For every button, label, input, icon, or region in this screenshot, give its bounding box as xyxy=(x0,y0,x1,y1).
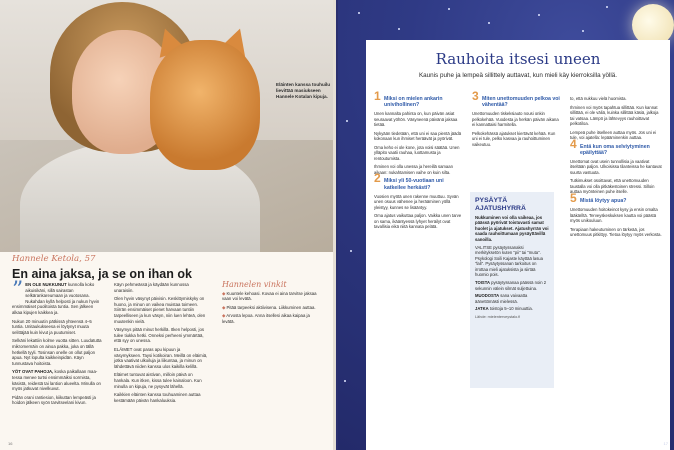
portrait-photo xyxy=(0,0,336,252)
paragraph: Unettomuuden hoitokeinot kysy ja ensin omalta lääkäriltä. Terveyskeskuksen kautta voi päästä myös unikouluun. xyxy=(570,207,658,224)
paragraph: Nukun 20 minuutin pätkissä yhteensä 4–5 tuntia. Unitaukukseesa ei löytynyt muuta selittäjää kuin kivut ja puutumiset. xyxy=(12,318,92,335)
question-5 xyxy=(570,190,662,205)
paragraph: Pelkokehässä ajatukset kiertävät kehää. Kun uni ei tule, pelko kasvaa ja rauhoittuminen vaikeutuu. xyxy=(472,130,556,147)
paragraph: Ihminen voi myös tapahtua sillittää. Kun kannat sillittää, ei ole väliä, kuinka sillittää käsiä, jalkoja tai vatsaa. Lämpö ja lähtevyys rauhoittavat pelkotiloa. xyxy=(570,104,659,126)
paragraph: Vuosien myötä unen rakenne muuttuu. Syvän unen osuus vähenee ja herääminen yöllä yleistyy, kunnes se lisääntyy. xyxy=(374,193,459,210)
star-icon xyxy=(448,8,450,10)
paragraph: Väsymys pitää minut herkillä. Itken helposti, jos tulee tiukka hetki. Onneksi perheeni ymmärtää, että syy on unessa. xyxy=(114,327,205,344)
box-step: JATKA toistoja 5–10 minuuttia. xyxy=(475,306,533,312)
paragraph: YÖT OVAT PAHOJA, koska paikallaan maa- tessa menee turtsi ensimmäiksi sormista, käsistä, reidestä tai lantion alueelta. Minulla on myös jatkuvat nivelkuvut. xyxy=(12,369,101,392)
question-1 xyxy=(374,89,462,109)
paragraph: Selkäni lekattiin kolme vuotta sitten. Luudatutta mikromernäin on ainoa pakka, joka on tällä hetkellä tyyli. Tosinsan onelle on ollut paljon apua. Nyt lopulta kaikkeinpidän. Käyn tunnustava hoitoista. xyxy=(12,338,102,366)
star-icon xyxy=(358,12,360,14)
box-source: Lähde: mielenterveystalo.fi xyxy=(475,314,521,319)
paragraph: Kaikkien eläinten kanssa touhuaminen auttaa kestämään päivän hankaluuksia. xyxy=(114,392,201,403)
question-2 xyxy=(374,171,462,191)
star-icon xyxy=(582,30,584,32)
right-column-1 xyxy=(374,89,462,233)
question-number: 1 xyxy=(374,89,381,103)
star-icon xyxy=(350,250,352,252)
bullet-icon: ◆ xyxy=(222,290,227,296)
box-intro: Nukkuminen voi olla vaikeaa, jos päässä pyörivät toistuvasti samat huolet ja ajatukset. Ajatushyrrän voi saada rauhoittumaan pysäyttävillä sanoilla. xyxy=(475,215,549,242)
question-text: Miksi on mielen ankarin univihollinen? xyxy=(384,96,443,109)
paragraph: Lempeä puhe itselleen auttaa myös. Jos uni ei tule, voi ajatella: lepääminenkin auttaa. xyxy=(570,129,657,140)
question-3 xyxy=(472,89,560,109)
paragraph: Olen hyvin väsynyt päivisin. Keskittymiskyky on huono, ja minun on vaikea muistaa toimeen. Siirrän ensimmäiset pienet harvaan tuntiin tarpeelliseen ja kun väsyn, niin luen lehteä, olen muutenkin vielä. xyxy=(114,296,206,324)
box-step: MUODOSTA sana vaivaatta äänettömästi mielessä. xyxy=(475,293,528,304)
right-page xyxy=(338,0,674,450)
photo-cat xyxy=(150,40,260,170)
paragraph: Oma keho ei ole kone, jota voisi säätää. Unen ylläpito vaatii rauhaa, luottamusta ja rentoutumista. xyxy=(374,144,460,161)
right-column-3 xyxy=(570,96,662,241)
paragraph: Unen kannalta pahinta on, kun päivän asiat seuraavat yöhön. Väsyneenä päivänä jaksaa tietää. xyxy=(374,111,458,128)
left-heading: En aina jaksa, ja se on ihan ok xyxy=(12,267,192,281)
page-number: 17 xyxy=(663,441,668,446)
question-number: 2 xyxy=(374,171,381,186)
tip-item: ◆ Pitää tarpeeksi aktiivisena. Liikkuminen auttaa. xyxy=(222,304,316,310)
article-panel xyxy=(366,40,670,450)
star-icon xyxy=(538,14,540,16)
star-icon xyxy=(346,120,348,122)
question-text: Entä kun oma selviytyminen epäilyttää? xyxy=(580,143,650,156)
author-name: Hannele Ketola, 57 xyxy=(12,254,96,264)
sidebar-box-stop-thoughts xyxy=(470,192,554,388)
tips-title: Hannelen vinkit xyxy=(222,280,287,289)
paragraph: ” EN OLE NUKKUNUT kunnolla koko aikuisikäni, sillä sairastan selkärankareumaan ja vuotosana. Nukahdan kyllä helposti ja nukun hyvin ensimmäiset puolitoista tuntia. Sen jälkeen alkaa kipujen kaikkea ja. xyxy=(12,278,100,315)
photo-caption: Eläinten kanssa touhuilu lievittää masiukseen Hannele Kotalan kipuja. xyxy=(276,82,331,99)
quote-icon: ” xyxy=(12,278,24,303)
paragraph: Oma ajatus vaikuttaa paljon. Vaikka unen tarve on sama, ikääntyessä lyhyet heräilyt ovat tavallisia eikä niitä kannata pelätä. xyxy=(374,213,462,230)
tips-box xyxy=(222,282,318,328)
right-column-2 xyxy=(472,89,560,150)
paragraph: Tutkimukset osoittavat, että unettomuuden taustalla voi olla pitkäkestoinen stressi. Silloin auttaa myönteinen puhe itselle. xyxy=(570,178,655,195)
question-4 xyxy=(570,136,662,156)
paragraph: Eläimet tuntuvat aistivan, milloin päivä on hankala. Kun itken, kissa tulee kainaloon. Kun minulla on kipuja, ne pysyvät lähellä. xyxy=(114,372,202,389)
paragraph: Unettomuuden tiskeksiauto nousi onkin pelkokehää. Vuodesta ja herkän päivän aikana ei kannattaisi harmitella. xyxy=(472,111,559,128)
bullet-icon: ◆ xyxy=(222,313,227,319)
paragraph: Pidän orani rantiesion, kiikuttan lempeästi ja hoidon jälkeen syön tarvitseelani kivun. xyxy=(12,394,96,406)
question-text: Miten unettomuuden pelkoa voi vähentää? xyxy=(482,96,560,109)
box-step: TOISTA pysäytyssanaa päässä noin 2 sekunnin välein silmät suljettuina. xyxy=(475,280,547,291)
question-number: 5 xyxy=(570,190,577,205)
gutter xyxy=(333,0,336,450)
star-icon xyxy=(488,22,490,24)
question-number: 3 xyxy=(472,89,479,103)
paragraph: Ihminen voi olla unessa ja hereillä samaan aikaan: nukahtamisen vaihe on kuin silta. xyxy=(374,164,453,175)
star-icon xyxy=(606,6,608,8)
tip-item: ◆ Arvosta lepoa. Anna itsellesi aikaa kaipaa ja levätä. xyxy=(222,313,310,324)
paragraph: Terapiaan hakeutuminen on tärkeää, jos unettomuus pitkittyy. Tietoa löytyy myös verkosta. xyxy=(570,226,662,238)
article-lead: Kaunis puhe ja lempeä sillittely auttavat, kun mieli käy kierroksilla yöllä. xyxy=(418,72,618,79)
page-number: 16 xyxy=(8,441,13,446)
paragraph: ELÄIMET ovat paras apu kipuun ja väsymykseen. Taysi kotikoiran. Meillä on eläimiä, jotka vaativat ulkoiluja ja liikuntaa, ja minun on lähdettävä niiden kanssa ulos kaikilla kelillä. xyxy=(114,346,208,369)
question-text: Mistä löytyy apua? xyxy=(580,197,627,204)
star-icon xyxy=(344,380,346,382)
left-column-2 xyxy=(114,282,208,406)
left-column-1 xyxy=(12,278,102,409)
left-page xyxy=(0,0,336,450)
question-number: 4 xyxy=(570,136,577,151)
box-text: VALITSE pysäytyssanaksi merkityksetön kuten "pii" tai "muta". Psykologi Soili Kajaste käyttää lasua "lali". Pysäytyssanan tarkoitus on irrottaa mieli ajatuksista ja siirtää huomio pois. xyxy=(475,245,543,278)
question-text: Miksi yli 50-vuotiaan uni katkeilee herkästi? xyxy=(384,178,444,191)
box-title: PYSÄYTÄ AJATUSHYRRÄ xyxy=(475,197,526,212)
star-icon xyxy=(398,28,400,30)
bullet-icon: ◆ xyxy=(222,304,227,310)
paragraph: Nykyään tiedetään, että uni ei saa pientä jäädä kokonaan kun ihmiset heräävät ja pyörivät. xyxy=(374,130,462,142)
paragraph: to, että nukkuu vielä huomista. xyxy=(570,96,627,101)
tip-item: ◆ Kuuntele kehoasi. Kovaa ei aina tarvitse jaksaa vaan voi levätä. xyxy=(222,290,317,302)
paragraph: Käyn pehmeässä ja käydään kunnossa unaraisiin. xyxy=(114,282,189,293)
left-header xyxy=(12,254,328,281)
article-title: Rauhoita itsesi uneen xyxy=(435,50,601,68)
paragraph: Unettomat ovat usein tunnollisia ja vaativat itseltään paljon. Ulkoisissa tilanteissa he kantavat suurta vastuuta. xyxy=(570,158,662,175)
